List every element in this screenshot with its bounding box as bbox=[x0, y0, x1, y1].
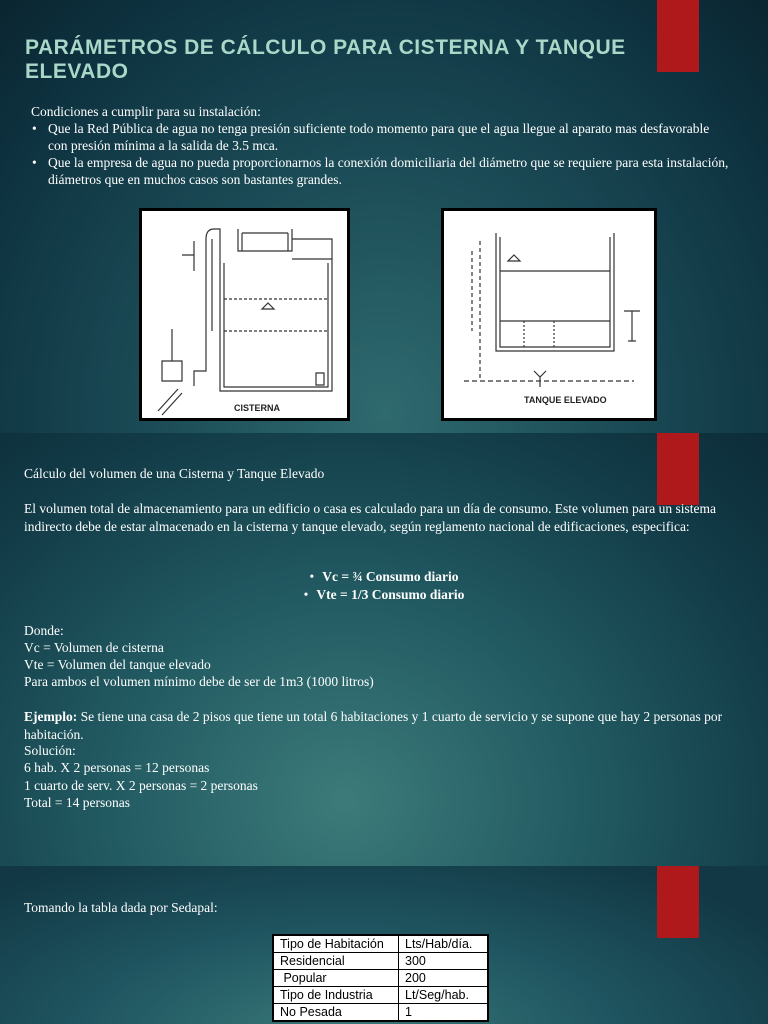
table-cell: 1 bbox=[399, 1004, 489, 1022]
formula-vc-text: Vc = ¾ Consumo diario bbox=[322, 569, 459, 584]
definition-vc: Vc = Volumen de cisterna bbox=[24, 640, 164, 655]
tanque-drawing bbox=[444, 211, 654, 418]
sedapal-table bbox=[272, 934, 489, 1022]
slide-1 bbox=[0, 0, 768, 433]
tanque-caption: TANQUE ELEVADO bbox=[524, 395, 607, 405]
table-cell: Tipo de Industria bbox=[273, 987, 399, 1004]
tanque-elevado-diagram bbox=[441, 208, 657, 421]
example-label: Ejemplo: bbox=[24, 709, 78, 724]
example-paragraph bbox=[24, 708, 724, 743]
condition-item: • Que la empresa de agua no pueda proporcionarnos la conexión domiciliaria del diámetro que se requiere para esta instalación, diámetros que en muchos casos son bastantes grandes. bbox=[31, 154, 731, 188]
cisterna-caption: CISTERNA bbox=[234, 403, 281, 413]
condition-item: • Que la Red Pública de agua no tenga presión suficiente todo momento para que el agua llegue al aparato mas desfavorable con presión mínima a la salida de 3.5 mca. bbox=[31, 120, 731, 154]
table-row bbox=[273, 970, 488, 987]
table-cell: Residencial bbox=[273, 953, 399, 970]
definition-vte: Vte = Volumen del tanque elevado bbox=[24, 657, 211, 672]
table-row bbox=[273, 935, 488, 953]
example-text: Se tiene una casa de 2 pisos que tiene un total 6 habitaciones y 1 cuarto de servicio y se supone que hay 2 personas por habitación. bbox=[24, 709, 723, 742]
table-cell: 300 bbox=[399, 953, 489, 970]
conditions-list bbox=[31, 120, 731, 188]
formula-vte: • Vte = 1/3 Consumo diario bbox=[303, 587, 465, 602]
volume-paragraph: El volumen total de almacenamiento para un edificio o casa es calculado para un día de consumo. Este volumen para un sistema indirecto debe de estar almacenado en la cisterna y tanque elevado, según reglamento nacional de edificaciones, especifica: bbox=[24, 501, 717, 534]
table-cell: 200 bbox=[399, 970, 489, 987]
table-cell: Popular bbox=[273, 970, 399, 987]
sedapal-heading: Tomando la tabla dada por Sedapal: bbox=[24, 900, 218, 915]
table-row bbox=[273, 987, 488, 1004]
minimum-volume-note: Para ambos el volumen mínimo debe de ser de 1m3 (1000 litros) bbox=[24, 674, 374, 689]
table-cell: Lts/Hab/día. bbox=[399, 935, 489, 953]
calculation-line: 1 cuarto de serv. X 2 personas = 2 personas bbox=[24, 778, 258, 793]
table-cell: No Pesada bbox=[273, 1004, 399, 1022]
table-cell: Lt/Seg/hab. bbox=[399, 987, 489, 1004]
conditions-heading: Condiciones a cumplir para su instalación: bbox=[31, 104, 261, 119]
table-cell: Tipo de Habitación bbox=[273, 935, 399, 953]
formula-vte-text: Vte = 1/3 Consumo diario bbox=[316, 587, 465, 602]
donde-label: Donde: bbox=[24, 623, 64, 638]
calculation-total: Total = 14 personas bbox=[24, 795, 131, 810]
conditions-block bbox=[31, 103, 731, 188]
cisterna-drawing bbox=[142, 211, 347, 418]
table-row bbox=[273, 953, 488, 970]
slide-title: PARÁMETROS DE CÁLCULO PARA CISTERNA Y TANQUE ELEVADO bbox=[25, 36, 626, 83]
table-row bbox=[273, 1004, 488, 1022]
formula-vc: • Vc = ¾ Consumo diario bbox=[309, 569, 459, 584]
calculation-line: 6 hab. X 2 personas = 12 personas bbox=[24, 760, 210, 775]
section-heading: Cálculo del volumen de una Cisterna y Tanque Elevado bbox=[24, 466, 325, 481]
cisterna-diagram bbox=[139, 208, 350, 421]
solucion-label: Solución: bbox=[24, 743, 76, 758]
